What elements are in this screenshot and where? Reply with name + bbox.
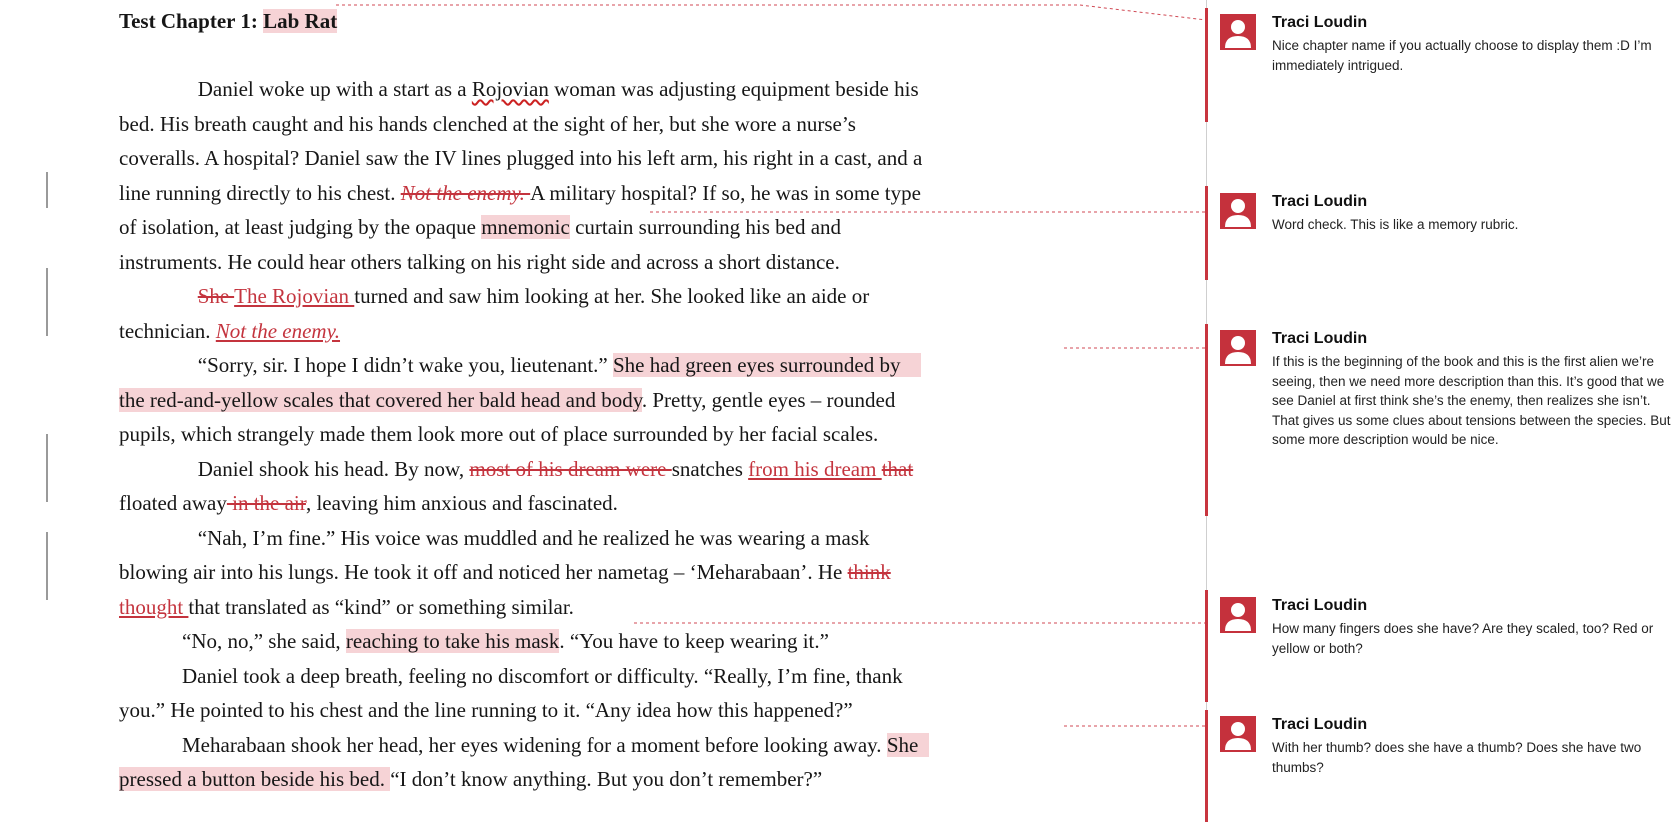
text-run: coveralls. A hospital? Daniel saw the IV lines plugged into his left arm, his right in a cast, and a — [119, 146, 923, 170]
text-run: of isolation, at least judging by the opaque — [119, 215, 482, 239]
chapter-title-prefix: Test Chapter 1: — [119, 9, 264, 33]
text-run: Meharabaan shook her head, her eyes widening for a moment before looking away. — [119, 732, 887, 757]
comment-highlight[interactable]: reaching to take his mask — [345, 629, 560, 653]
text-run: Daniel took a deep breath, feeling no discomfort or difficulty. “Really, I’m fine, thank — [119, 663, 903, 688]
comment-marker — [1205, 710, 1208, 822]
text-run: . “You have to keep wearing it.” — [559, 629, 829, 653]
comment-marker — [1205, 590, 1208, 702]
user-avatar-icon — [1220, 716, 1256, 752]
chapter-title-highlight: Lab Rat — [263, 9, 338, 33]
text-run: bed. His breath caught and his hands clenched at the sight of her, but she wore a nurse’s — [119, 111, 856, 136]
text-run: line running directly to his chest. — [119, 180, 401, 205]
comment-author: Traci Loudin — [1272, 330, 1368, 347]
spelling-flag: Rojovian — [471, 77, 549, 101]
comment-author: Traci Loudin — [1272, 716, 1368, 733]
text-run: Daniel shook his head. By now, — [119, 456, 470, 481]
connector-line — [336, 5, 1206, 20]
text-run: that translated as “kind” or something similar. — [188, 594, 574, 619]
tracked-deletion: in the air — [226, 491, 306, 515]
tracked-deletion: think — [847, 560, 891, 584]
comment-highlight[interactable]: mnemonic — [481, 215, 570, 239]
tracked-insertion: Not the enemy. — [215, 318, 341, 343]
comment-marker — [1205, 324, 1208, 516]
text-run: curtain surrounding his bed and — [569, 215, 842, 239]
comment-author: Traci Loudin — [1272, 14, 1368, 31]
text-run: pupils, which strangely made them look more out of place surrounded by her facial scales. — [119, 422, 879, 446]
comment-text: Word check. This is like a memory rubric. — [1272, 217, 1519, 232]
text-run: “Sorry, sir. I hope I didn’t wake you, lieutenant.” — [119, 353, 613, 377]
comment-marker — [1205, 8, 1208, 122]
comment-text: How many fingers does she have? Are they scaled, too? Red or yellow or both? — [1272, 621, 1654, 656]
text-run: snatches — [671, 456, 749, 481]
text-run: turned and saw him looking at her. She looked like an aide or — [354, 284, 870, 308]
text-run: . Pretty, gentle eyes – rounded — [641, 387, 896, 412]
tracked-deletion: She — [197, 284, 235, 308]
text-run: blowing air into his lungs. He took it off and noticed her nametag – ‘Meharabaan’. He — [119, 560, 848, 584]
comment-highlight[interactable]: pressed a button beside his bed. — [119, 767, 391, 791]
text-run: “No, no,” she said, — [119, 629, 346, 653]
tracked-insertion: The Rojovian — [234, 284, 355, 308]
text-run: woman was adjusting equipment beside his — [548, 77, 919, 101]
comment-highlight[interactable]: She — [886, 732, 929, 757]
text-run: instruments. He could hear others talking on his right side and across a short distance. — [119, 249, 840, 274]
comment-highlight[interactable]: She had green eyes surrounded by — [612, 353, 922, 377]
comment-author: Traci Loudin — [1272, 597, 1368, 614]
comment-text: Nice chapter name if you actually choose to display them :D I’m immediately intrigued. — [1272, 38, 1652, 73]
tracked-insertion: from his dream — [748, 456, 882, 481]
comment-highlight[interactable]: the red-and-yellow scales that covered her bald head and body — [119, 387, 642, 412]
tracked-deletion: that — [881, 456, 914, 481]
text-run: , leaving him anxious and fascinated. — [305, 491, 618, 515]
comment-text: With her thumb? does she have a thumb? Does she have two thumbs? — [1272, 740, 1642, 775]
text-run: A military hospital? If so, he was in some type — [530, 180, 921, 205]
user-avatar-icon — [1220, 193, 1256, 229]
text-run: technician. — [119, 318, 216, 343]
user-avatar-icon — [1220, 14, 1256, 50]
tracked-insertion: thought — [119, 594, 189, 619]
user-avatar-icon — [1220, 597, 1256, 633]
text-run: “Nah, I’m fine.” His voice was muddled and he realized he was wearing a mask — [119, 525, 870, 550]
comment-marker — [1205, 186, 1208, 280]
comment-text: If this is the beginning of the book and this is the first alien we’re seeing, then we need more description than this. It’s good that we see Daniel at first think she’s the enemy, then realizes she isn’t. That gives us some clues about tensions between the species. But some more description would be nice. — [1272, 354, 1671, 447]
tracked-deletion: Not the enemy. — [400, 180, 531, 205]
user-avatar-icon — [1220, 330, 1256, 366]
text-run: Daniel woke up with a start as a — [119, 77, 472, 101]
tracked-deletion: most of his dream were — [469, 456, 672, 481]
text-run: floated away — [119, 491, 227, 515]
comment-author: Traci Loudin — [1272, 193, 1368, 210]
text-run: you.” He pointed to his chest and the line running to it. “Any idea how this happened?” — [119, 698, 853, 722]
text-run: “I don’t know anything. But you don’t remember?” — [390, 767, 823, 791]
